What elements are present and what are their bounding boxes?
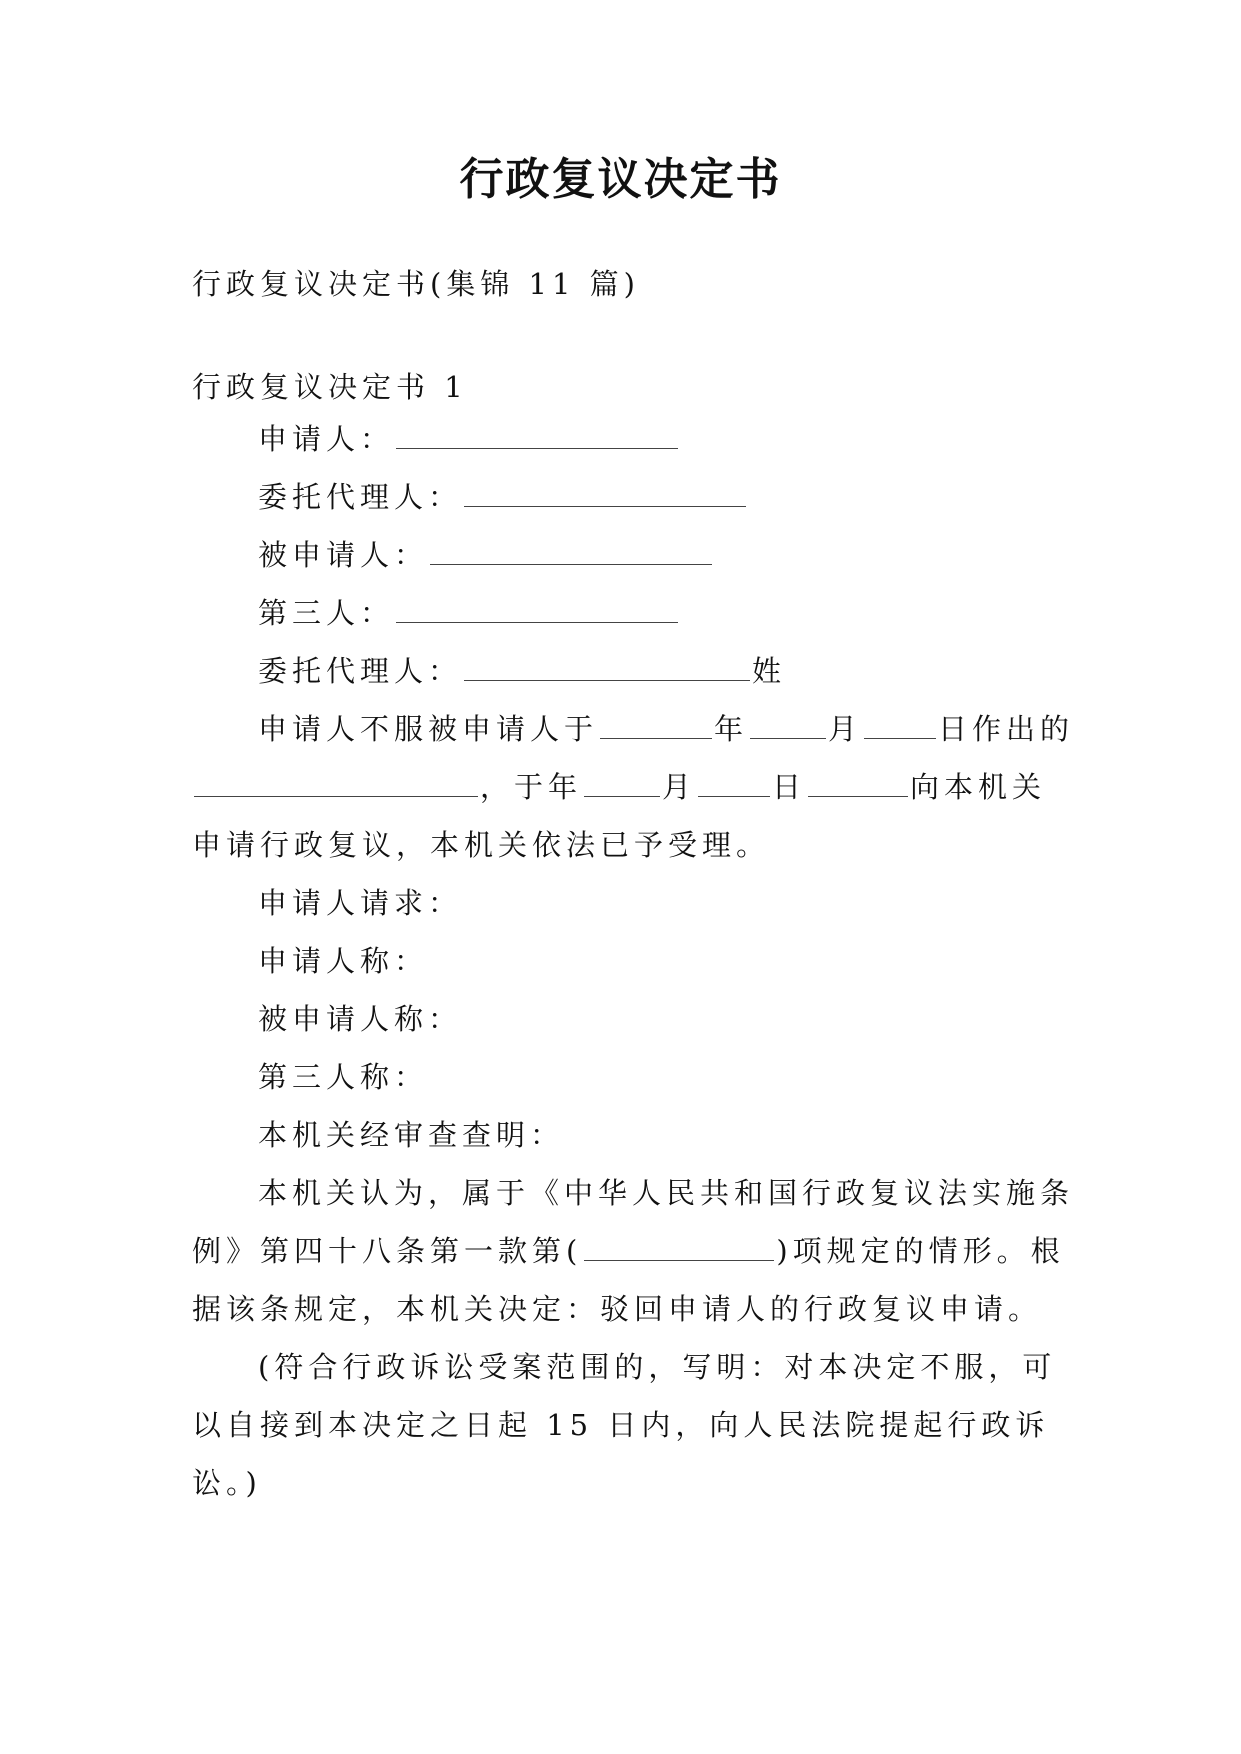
applicant-claims-heading: 申请人称： xyxy=(258,944,429,978)
clause-blank xyxy=(584,1238,774,1261)
agent2-suffix: 姓 xyxy=(752,654,787,688)
collection-title: 行政复议决定书(集锦 11 篇) xyxy=(192,267,640,301)
paragraph-1-text-a: 申请人不服被申请人于 xyxy=(258,712,599,746)
paragraph-2-line-1: 本机关认为，属于《中华人民共和国行政复议法实施条 xyxy=(258,1176,1075,1210)
month-blank xyxy=(750,716,826,739)
agent-label: 委托代理人： xyxy=(258,480,463,514)
applicant-blank xyxy=(396,426,678,449)
paragraph-3-line-1: (符合行政诉讼受案范围的，写明：对本决定不服，可 xyxy=(258,1350,1057,1384)
date-blank xyxy=(808,774,908,797)
year-blank xyxy=(600,716,712,739)
respondent-blank xyxy=(430,542,712,565)
paragraph-3-line-3: 讼。) xyxy=(192,1466,262,1500)
document-title: 行政复议决定书 xyxy=(459,154,782,205)
day-made-label: 日作出的 xyxy=(938,712,1075,746)
paragraph-1-line-2 xyxy=(192,758,1052,816)
respondent-claims-heading: 被申请人称： xyxy=(258,1002,463,1036)
third-party-field xyxy=(258,584,1118,642)
respondent-field xyxy=(258,526,1118,584)
paragraph-1-line-3: 申请行政复议，本机关依法已予受理。 xyxy=(192,828,771,862)
agent-field xyxy=(258,468,1118,526)
applicant-request-heading: 申请人请求： xyxy=(258,886,463,920)
day2-blank xyxy=(698,774,770,797)
paragraph-3-line-2: 以自接到本决定之日起 15 日内，向人民法院提起行政诉 xyxy=(192,1408,1050,1442)
agent-blank xyxy=(464,484,746,507)
paragraph-2-text-a: 例》第四十八条第一款第( xyxy=(192,1234,583,1268)
decision-doc-blank xyxy=(194,774,478,797)
section-title: 行政复议决定书 1 xyxy=(192,370,468,404)
respondent-label: 被申请人： xyxy=(258,538,429,572)
third-party-label: 第三人： xyxy=(258,596,395,630)
third-party-claims-heading: 第三人称： xyxy=(258,1060,429,1094)
day2-label: 日 xyxy=(772,770,807,804)
agent2-label: 委托代理人： xyxy=(258,654,463,688)
paragraph-1-line-1 xyxy=(258,700,1118,758)
year-label: 年 xyxy=(714,712,749,746)
month2-blank xyxy=(584,774,660,797)
to-this-organ-label: 向本机关 xyxy=(910,770,1047,804)
paragraph-2-text-b: )项规定的情形。根 xyxy=(776,1234,1065,1268)
findings-heading: 本机关经审查查明： xyxy=(258,1118,565,1152)
paragraph-2-line-2 xyxy=(192,1222,1065,1280)
day-blank xyxy=(864,716,936,739)
agent2-blank xyxy=(464,658,750,681)
comma-yu-nian-label: ，于年 xyxy=(480,770,583,804)
month-label: 月 xyxy=(828,712,863,746)
applicant-label: 申请人： xyxy=(258,422,395,456)
month2-label: 月 xyxy=(662,770,697,804)
paragraph-2-line-3: 据该条规定，本机关决定：驳回申请人的行政复议申请。 xyxy=(192,1292,1043,1326)
agent2-field xyxy=(258,642,1118,700)
third-party-blank xyxy=(396,600,678,623)
applicant-field xyxy=(258,410,1118,468)
